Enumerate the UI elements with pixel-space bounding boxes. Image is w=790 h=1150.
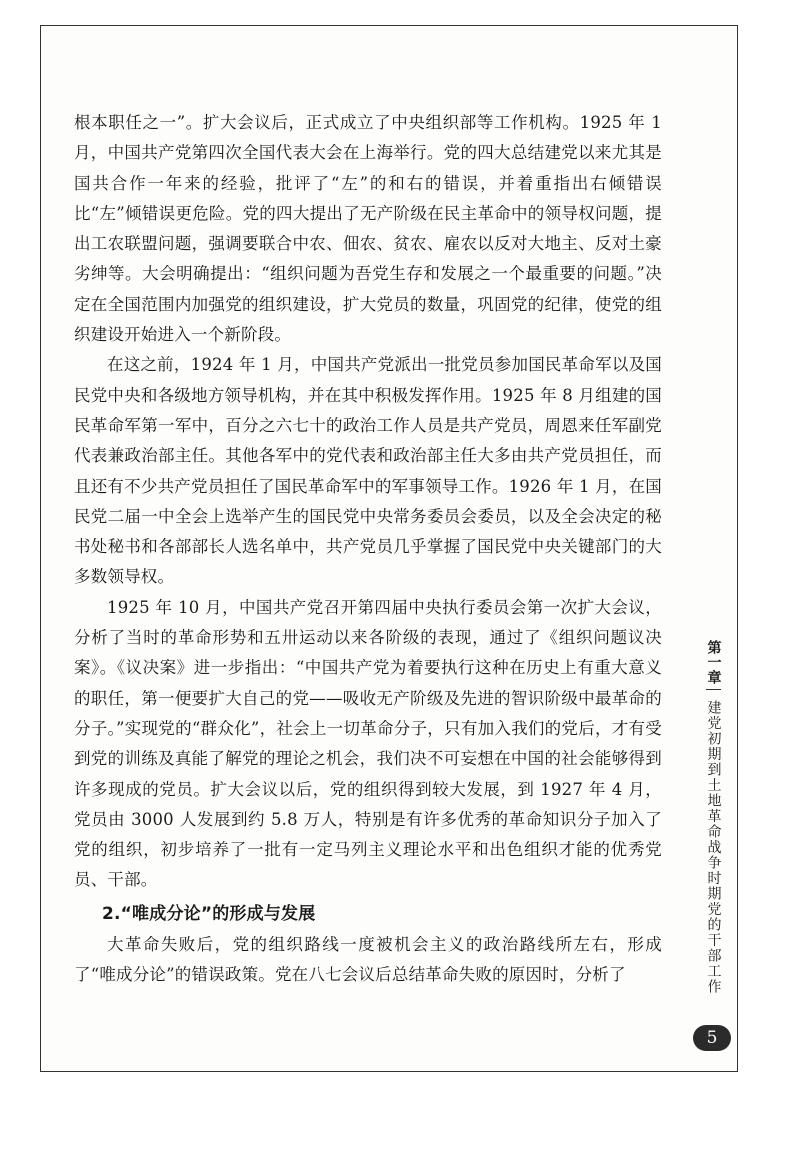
chapter-title: 建党初期到土地革命战争时期党的干部工作 bbox=[705, 700, 722, 995]
paragraph-2: 在这之前，1924 年 1 月，中国共产党派出一批党员参加国民革命军以及国民党中央和各级地方领导机构，并在其中积极发挥作用。1925 年 8 月组建的国民革命军第一军中，百分之六七十的政治工作人员是共产党员，周恩来任军副党代表兼政治部主任。其他各军中的党代表和政治部主任大多由共产党员担任，而且还有不少共产党员担任了国民革命军中的军事领导工作。1926 年 1 月，在国民党二届一中全会上选举产生的国民党中央常务委员会委员，以及全会决定的秘书处秘书和各部部长人选名单中，共产党员几乎掌握了国民党中央关键部门的大多数领导权。 bbox=[74, 355, 662, 587]
paragraph-1: 根本职任之一”。扩大会议后，正式成立了中央组织部等工作机构。1925 年 1 月，中国共产党第四次全国代表大会在上海举行。党的四大总结建党以来尤其是国共合作一年来的经验，批评了“左”的和右的错误，并着重指出右倾错误比“左”倾错误更危险。党的四大提出了无产阶级在民主革命中的领导权问题，提出工农联盟问题，强调要联合中农、佃农、贫农、雇农以反对大地主、反对土豪劣绅等。大会明确提出：“组织问题为吾党生存和发展之一个最重要的问题。”决定在全国范围内加强党的组织建设，扩大党员的数量，巩固党的纪律，使党的组织建设开始进入一个新阶段。 bbox=[74, 113, 662, 345]
paragraph-3: 1925 年 10 月，中国共产党召开第四届中央执行委员会第一次扩大会议，分析了当时的革命形势和五卅运动以来各阶级的表现，通过了《组织问题议决案》。《议决案》进一步指出：“中国共产党为着要执行这种在历史上有重大意义的职任，第一便要扩大自己的党——吸收无产阶级及先进的智识阶级中最革命的分子。”实现党的“群众化”，社会上一切革命分子，只有加入我们的党后，才有受到党的训练及真能了解党的理论之机会，我们决不可妄想在中国的社会能够得到许多现成的党员。扩大会议以后，党的组织得到较大发展，到 1927 年 4 月，党员由 3000 人发展到约 5.8 万人，特别是有许多优秀的革命知识分子加入了党的组织，初步培养了一批有一定马列主义理论水平和出色组织才能的优秀党员、干部。 bbox=[74, 597, 662, 890]
chapter-number: 第一章 bbox=[706, 640, 721, 690]
body-text bbox=[74, 108, 662, 990]
section-heading: 2.“唯成分论”的形成与发展 bbox=[102, 903, 316, 924]
paragraph-4: 大革命失败后，党的组织路线一度被机会主义的政治路线所左右，形成了“唯成分论”的错误政策。党在八七会议后总结革命失败的原因时，分析了 bbox=[74, 934, 662, 985]
chapter-side-label bbox=[690, 640, 736, 999]
page-number: 5 bbox=[693, 1025, 731, 1051]
